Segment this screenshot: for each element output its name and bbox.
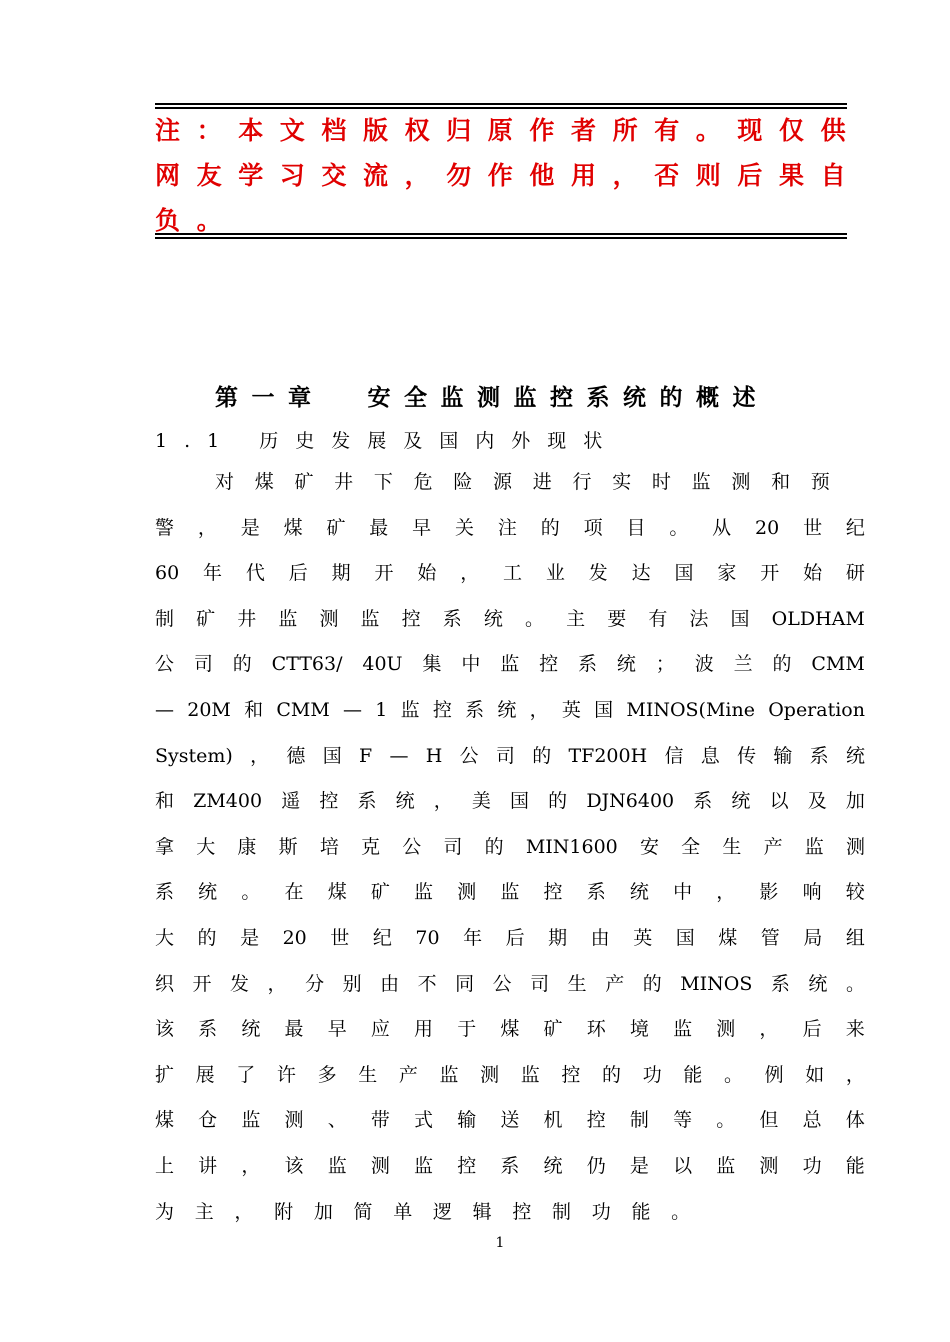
notice-bottom-rule [155,233,847,239]
paragraph-line: 对 煤 矿 井 下 危 险 源 进 行 实 时 监 测 和 预 [215,471,830,493]
paragraph-line: 织 开 发 ， 分 别 由 不 同 公 司 生 产 的 MINOS 系 统 。 [155,972,865,995]
notice-top-rule [155,103,847,109]
paragraph-line: 和 ZM400 遥 控 系 统 ， 美 国 的 DJN6400 系 统 以 及 加 [155,790,865,813]
page-number: 1 [495,1235,505,1251]
paragraph-line: 扩 展 了 许 多 生 产 监 测 监 控 的 功 能 。 例 如 ， [155,1063,865,1086]
paragraph-line: System) ， 德 国 F — H 公 司 的 TF200H 信 息 传 输 系 统 [155,744,865,767]
paragraph-line: 上 讲 ， 该 监 测 监 控 系 统 仍 是 以 监 测 功 能 [155,1155,865,1177]
notice-line-1: 注：本文档版权归原作者所有。现仅供 [155,116,863,145]
paragraph-line: 系 统 。 在 煤 矿 监 测 监 控 系 统 中 ， 影 响 较 [155,881,865,904]
paragraph-line: 大 的 是 20 世 纪 70 年 后 期 由 英 国 煤 管 局 组 [155,927,865,949]
paragraph-line: 60 年 代 后 期 开 始 ， 工 业 发 达 国 家 开 始 研 [155,562,865,585]
paragraph-line: 警 ， 是 煤 矿 最 早 关 注 的 项 目 。 从 20 世 纪 [155,516,865,539]
section-title: 1.1 历史发展及国内外现状 [155,430,620,452]
paragraph-line: 公 司 的 CTT63/ 40U 集 中 监 控 系 统 ； 波 兰 的 CMM [155,653,865,676]
notice-line-2: 网友学习交流，勿作他用，否则后果自 [155,161,863,190]
paragraph-line: 该 系 统 最 早 应 用 于 煤 矿 环 境 监 测 ， 后 来 [155,1018,865,1041]
chapter-title: 第一章 安全监测监控系统的概述 [215,385,770,411]
paragraph-line: 制 矿 井 监 测 监 控 系 统 。 主 要 有 法 国 OLDHAM [155,607,865,630]
paragraph-line: 煤 仓 监 测 、 带 式 输 送 机 控 制 等 。 但 总 体 [155,1109,865,1132]
paragraph-line: 拿 大 康 斯 培 克 公 司 的 MIN1600 安 全 生 产 监 测 [155,835,865,858]
paragraph-line: 为 主 ， 附 加 简 单 逻 辑 控 制 功 能 。 [155,1200,691,1223]
paragraph-line: — 20M 和 CMM — 1 监 控 系 统 ， 英 国 MINOS(Mine Operation [155,699,865,721]
notice-line-3: 负。 [155,206,239,235]
